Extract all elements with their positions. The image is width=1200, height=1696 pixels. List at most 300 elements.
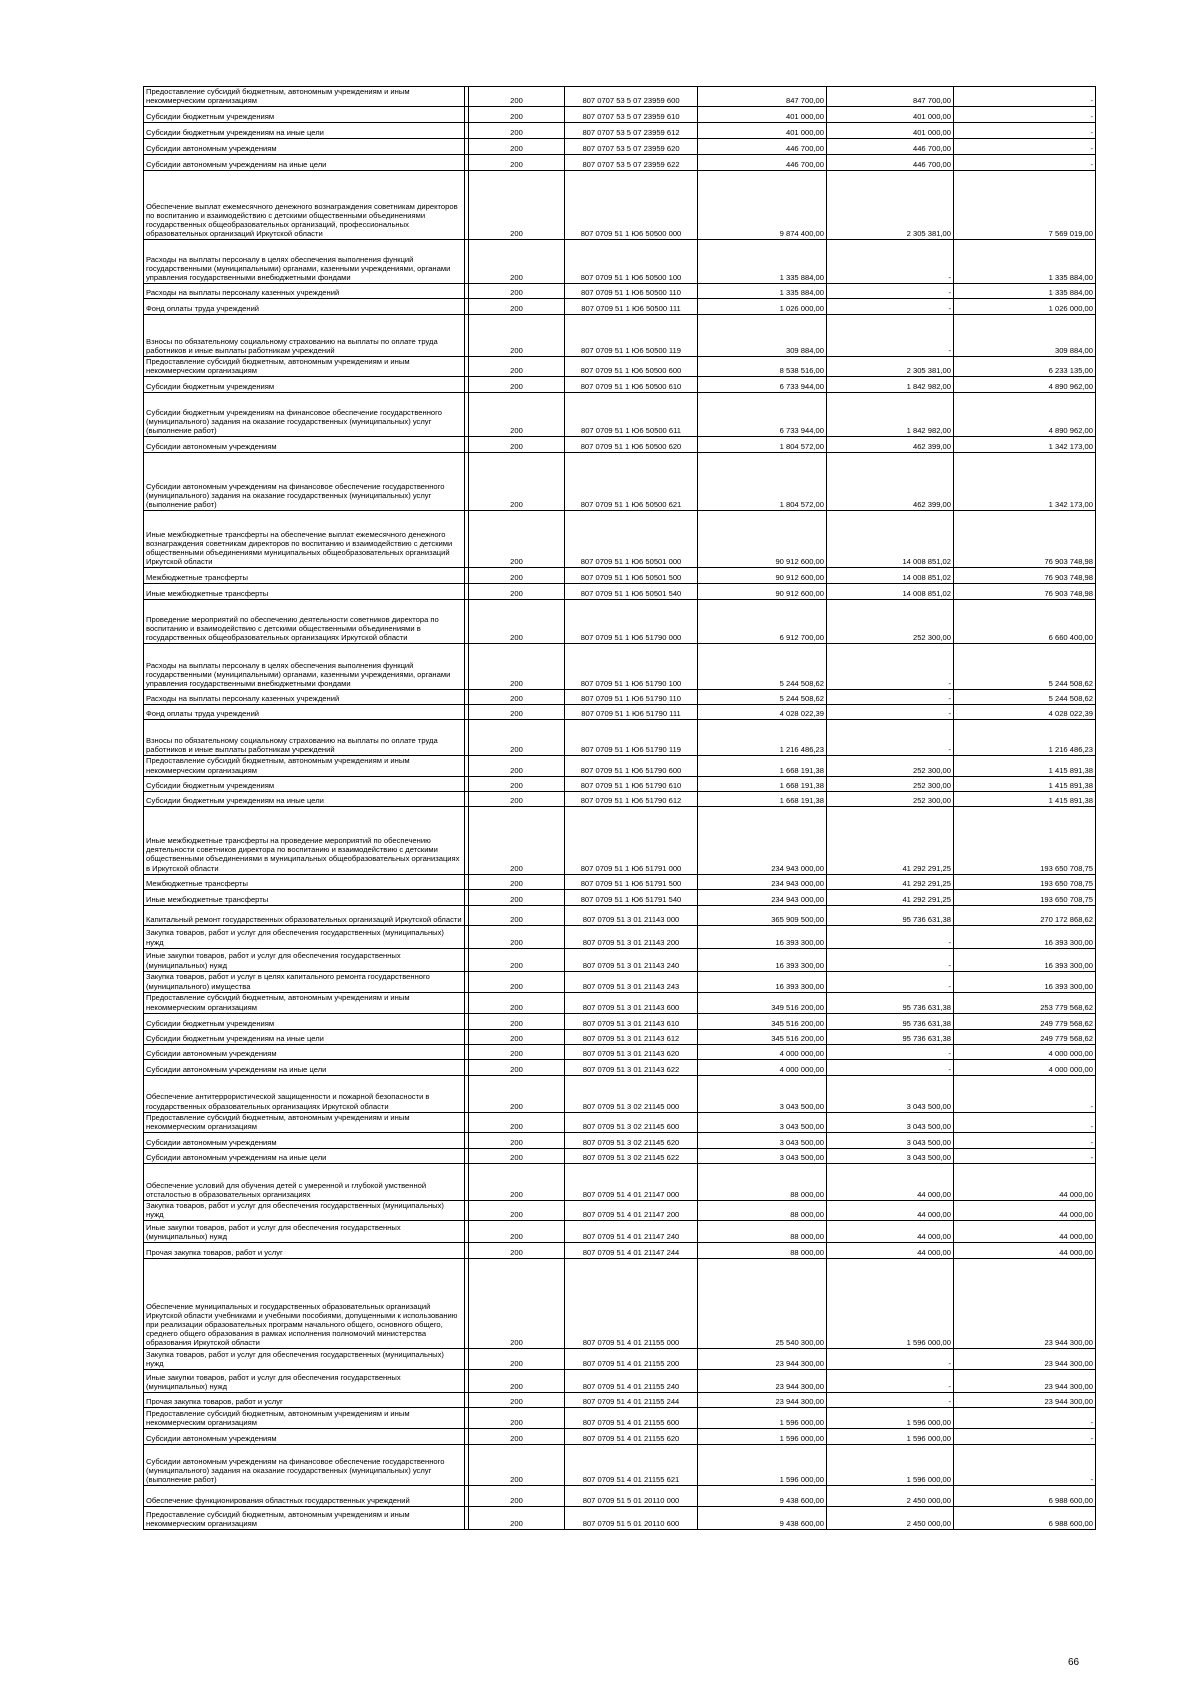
row-rest-cell: 253 779 568,62	[954, 992, 1096, 1013]
row-exec-cell: -	[827, 240, 954, 284]
row-exec-cell: -	[827, 1349, 954, 1370]
row-rest-cell: 44 000,00	[954, 1243, 1096, 1259]
table-row	[144, 992, 1096, 1013]
row-rest-cell: 309 884,00	[954, 315, 1096, 357]
row-kbk-cell: 807 0709 51 4 01 21155 621	[565, 1445, 698, 1486]
row-kbk-cell: 807 0707 53 5 07 23959 600	[565, 87, 698, 107]
row-exec-cell: 252 300,00	[827, 791, 954, 806]
row-plan-cell: 23 944 300,00	[698, 1349, 827, 1370]
row-name-cell: Обеспечение выплат ежемесячного денежного вознаграждения советникам директоров по воспитанию и взаимодействию с детскими общественными объединениями государственных общеобразовательных организаций, профессиональных образовательных организаций Иркутской области	[144, 171, 465, 240]
row-exec-cell: 462 399,00	[827, 453, 954, 511]
row-code-cell: 200	[469, 791, 565, 806]
row-name-cell: Субсидии бюджетным учреждениям на иные цели	[144, 791, 465, 806]
row-rest-cell: 1 216 486,23	[954, 720, 1096, 756]
row-plan-cell: 90 912 600,00	[698, 568, 827, 584]
row-rest-cell: 5 244 508,62	[954, 644, 1096, 690]
table-row	[144, 511, 1096, 568]
row-rest-cell: 76 903 748,98	[954, 584, 1096, 600]
row-name-cell: Предоставление субсидий бюджетным, автономным учреждениям и иным некоммерческим организациям	[144, 992, 465, 1013]
row-kbk-cell: 807 0709 51 1 Ю6 51790 119	[565, 720, 698, 756]
table-row	[144, 1044, 1096, 1059]
row-plan-cell: 1 804 572,00	[698, 437, 827, 453]
row-kbk-cell: 807 0709 51 4 01 21155 600	[565, 1408, 698, 1429]
row-rest-cell: -	[954, 1075, 1096, 1112]
row-exec-cell: 401 000,00	[827, 123, 954, 139]
table-row	[144, 1221, 1096, 1243]
row-name-cell: Межбюджетные трансферты	[144, 568, 465, 584]
row-code-cell: 200	[469, 1013, 565, 1029]
row-kbk-cell: 807 0709 51 4 01 21147 000	[565, 1163, 698, 1200]
row-exec-cell: 95 736 631,38	[827, 1013, 954, 1029]
row-rest-cell: 6 988 600,00	[954, 1486, 1096, 1507]
row-exec-cell: 41 292 291,25	[827, 874, 954, 889]
row-plan-cell: 3 043 500,00	[698, 1112, 827, 1132]
table-row	[144, 1486, 1096, 1507]
table-row	[144, 905, 1096, 925]
row-kbk-cell: 807 0709 51 1 Ю6 50500 611	[565, 393, 698, 437]
row-code-cell: 200	[469, 568, 565, 584]
row-rest-cell: -	[954, 1445, 1096, 1486]
table-row	[144, 806, 1096, 874]
row-exec-cell: 446 700,00	[827, 155, 954, 171]
row-code-cell: 200	[469, 1370, 565, 1393]
row-plan-cell: 3 043 500,00	[698, 1132, 827, 1148]
row-code-cell: 200	[469, 1243, 565, 1259]
row-code-cell: 200	[469, 971, 565, 992]
row-name-cell: Иные закупки товаров, работ и услуг для обеспечения государственных (муниципальных) нужд	[144, 1370, 465, 1393]
row-plan-cell: 1 596 000,00	[698, 1408, 827, 1429]
row-code-cell: 200	[469, 171, 565, 240]
row-plan-cell: 4 000 000,00	[698, 1059, 827, 1075]
row-kbk-cell: 807 0709 51 1 Ю6 51790 110	[565, 690, 698, 705]
row-plan-cell: 234 943 000,00	[698, 806, 827, 874]
row-code-cell: 200	[469, 1112, 565, 1132]
row-kbk-cell: 807 0709 51 1 Ю6 51790 100	[565, 644, 698, 690]
table-row	[144, 377, 1096, 393]
table-row	[144, 1132, 1096, 1148]
row-rest-cell: 4 000 000,00	[954, 1059, 1096, 1075]
row-exec-cell: -	[827, 284, 954, 299]
row-plan-cell: 345 516 200,00	[698, 1029, 827, 1044]
row-kbk-cell: 807 0709 51 3 01 21143 200	[565, 925, 698, 948]
table-row	[144, 948, 1096, 971]
row-plan-cell: 1 668 191,38	[698, 791, 827, 806]
row-code-cell: 200	[469, 690, 565, 705]
row-code-cell: 200	[469, 123, 565, 139]
row-code-cell: 200	[469, 705, 565, 720]
row-exec-cell: -	[827, 1370, 954, 1393]
table-row	[144, 315, 1096, 357]
row-exec-cell: 1 596 000,00	[827, 1445, 954, 1486]
row-code-cell: 200	[469, 1059, 565, 1075]
row-exec-cell: -	[827, 925, 954, 948]
row-exec-cell: 462 399,00	[827, 437, 954, 453]
row-name-cell: Субсидии автономным учреждениям на финансовое обеспечение государственного (муниципального) задания на оказание государственных (муниципальных) услуг (выполнение работ)	[144, 453, 465, 511]
row-name-cell: Предоставление субсидий бюджетным, автономным учреждениям и иным некоммерческим организациям	[144, 87, 465, 107]
row-kbk-cell: 807 0709 51 1 Ю6 50500 110	[565, 284, 698, 299]
row-code-cell: 200	[469, 806, 565, 874]
row-name-cell: Субсидии бюджетным учреждениям на иные цели	[144, 123, 465, 139]
row-rest-cell: -	[954, 139, 1096, 155]
row-name-cell: Фонд оплаты труда учреждений	[144, 299, 465, 315]
table-row	[144, 1349, 1096, 1370]
row-rest-cell: 16 393 300,00	[954, 971, 1096, 992]
row-plan-cell: 88 000,00	[698, 1200, 827, 1220]
row-name-cell: Иные закупки товаров, работ и услуг для обеспечения государственных (муниципальных) нужд	[144, 1221, 465, 1243]
row-name-cell: Предоставление субсидий бюджетным, автономным учреждениям и иным некоммерческим организациям	[144, 1112, 465, 1132]
row-plan-cell: 1 596 000,00	[698, 1445, 827, 1486]
table-row	[144, 393, 1096, 437]
row-rest-cell: -	[954, 87, 1096, 107]
row-rest-cell: 1 415 891,38	[954, 776, 1096, 791]
row-plan-cell: 9 874 400,00	[698, 171, 827, 240]
row-exec-cell: 1 842 982,00	[827, 393, 954, 437]
row-kbk-cell: 807 0709 51 4 01 21155 620	[565, 1429, 698, 1445]
row-kbk-cell: 807 0709 51 3 02 21145 000	[565, 1075, 698, 1112]
row-kbk-cell: 807 0709 51 1 Ю6 50500 600	[565, 357, 698, 377]
row-name-cell: Прочая закупка товаров, работ и услуг	[144, 1393, 465, 1408]
row-kbk-cell: 807 0709 51 4 01 21155 000	[565, 1259, 698, 1349]
row-plan-cell: 1 804 572,00	[698, 453, 827, 511]
table-row	[144, 705, 1096, 720]
row-exec-cell: 3 043 500,00	[827, 1112, 954, 1132]
row-exec-cell: 2 305 381,00	[827, 357, 954, 377]
row-exec-cell: 95 736 631,38	[827, 905, 954, 925]
row-code-cell: 200	[469, 107, 565, 123]
table-row	[144, 600, 1096, 644]
row-kbk-cell: 807 0709 51 4 01 21155 244	[565, 1393, 698, 1408]
table-row	[144, 791, 1096, 806]
row-code-cell: 200	[469, 1507, 565, 1530]
row-plan-cell: 1 335 884,00	[698, 240, 827, 284]
row-exec-cell: 1 596 000,00	[827, 1429, 954, 1445]
row-rest-cell: -	[954, 1112, 1096, 1132]
table-row	[144, 1112, 1096, 1132]
row-name-cell: Субсидии бюджетным учреждениям на иные цели	[144, 1029, 465, 1044]
row-rest-cell: 6 233 135,00	[954, 357, 1096, 377]
row-plan-cell: 16 393 300,00	[698, 971, 827, 992]
row-rest-cell: 1 415 891,38	[954, 791, 1096, 806]
row-code-cell: 200	[469, 1393, 565, 1408]
table-row	[144, 1013, 1096, 1029]
row-kbk-cell: 807 0709 51 3 01 21143 622	[565, 1059, 698, 1075]
row-rest-cell: -	[954, 1148, 1096, 1163]
table-row	[144, 1059, 1096, 1075]
row-rest-cell: 4 000 000,00	[954, 1044, 1096, 1059]
table-row	[144, 139, 1096, 155]
row-code-cell: 200	[469, 240, 565, 284]
row-exec-cell: -	[827, 971, 954, 992]
row-kbk-cell: 807 0709 51 1 Ю6 50501 000	[565, 511, 698, 568]
row-name-cell: Субсидии автономным учреждениям на финансовое обеспечение государственного (муниципального) задания на оказание государственных (муниципальных) услуг (выполнение работ)	[144, 1445, 465, 1486]
row-rest-cell: 23 944 300,00	[954, 1259, 1096, 1349]
row-kbk-cell: 807 0709 51 3 01 21143 612	[565, 1029, 698, 1044]
row-rest-cell: 7 569 019,00	[954, 171, 1096, 240]
row-name-cell: Субсидии автономным учреждениям	[144, 1044, 465, 1059]
row-code-cell: 200	[469, 1163, 565, 1200]
row-name-cell: Субсидии автономным учреждениям	[144, 437, 465, 453]
row-name-cell: Субсидии автономным учреждениям на иные цели	[144, 1059, 465, 1075]
row-name-cell: Субсидии бюджетным учреждениям	[144, 776, 465, 791]
row-name-cell: Иные закупки товаров, работ и услуг для обеспечения государственных (муниципальных) нужд	[144, 948, 465, 971]
row-exec-cell: 2 450 000,00	[827, 1507, 954, 1530]
row-plan-cell: 4 000 000,00	[698, 1044, 827, 1059]
table-row	[144, 284, 1096, 299]
row-name-cell: Закупка товаров, работ и услуг для обеспечения государственных (муниципальных) нужд	[144, 1200, 465, 1220]
table-row	[144, 1148, 1096, 1163]
row-rest-cell: 193 650 708,75	[954, 806, 1096, 874]
row-kbk-cell: 807 0707 53 5 07 23959 622	[565, 155, 698, 171]
row-code-cell: 200	[469, 284, 565, 299]
row-rest-cell: 16 393 300,00	[954, 925, 1096, 948]
row-code-cell: 200	[469, 1044, 565, 1059]
row-code-cell: 200	[469, 925, 565, 948]
row-plan-cell: 234 943 000,00	[698, 889, 827, 905]
row-code-cell: 200	[469, 511, 565, 568]
row-kbk-cell: 807 0709 51 3 02 21145 620	[565, 1132, 698, 1148]
table-row	[144, 171, 1096, 240]
row-name-cell: Взносы по обязательному социальному страхованию на выплаты по оплате труда работников и иные выплаты работникам учреждений	[144, 315, 465, 357]
row-exec-cell: 3 043 500,00	[827, 1132, 954, 1148]
row-plan-cell: 234 943 000,00	[698, 874, 827, 889]
row-name-cell: Субсидии бюджетным учреждениям	[144, 107, 465, 123]
row-kbk-cell: 807 0709 51 1 Ю6 51790 610	[565, 776, 698, 791]
row-plan-cell: 90 912 600,00	[698, 511, 827, 568]
row-exec-cell: 95 736 631,38	[827, 992, 954, 1013]
row-rest-cell: 76 903 748,98	[954, 511, 1096, 568]
row-plan-cell: 345 516 200,00	[698, 1013, 827, 1029]
row-kbk-cell: 807 0709 51 1 Ю6 51790 600	[565, 756, 698, 776]
row-rest-cell: 249 779 568,62	[954, 1013, 1096, 1029]
row-exec-cell: -	[827, 644, 954, 690]
row-exec-cell: 1 842 982,00	[827, 377, 954, 393]
row-exec-cell: -	[827, 1393, 954, 1408]
row-rest-cell: 1 342 173,00	[954, 437, 1096, 453]
row-kbk-cell: 807 0709 51 3 01 21143 000	[565, 905, 698, 925]
row-plan-cell: 1 668 191,38	[698, 756, 827, 776]
row-code-cell: 200	[469, 889, 565, 905]
row-rest-cell: 44 000,00	[954, 1221, 1096, 1243]
table-row	[144, 155, 1096, 171]
row-plan-cell: 1 335 884,00	[698, 284, 827, 299]
row-exec-cell: 44 000,00	[827, 1200, 954, 1220]
row-exec-cell: -	[827, 720, 954, 756]
row-rest-cell: 44 000,00	[954, 1200, 1096, 1220]
row-kbk-cell: 807 0709 51 3 01 21143 243	[565, 971, 698, 992]
row-exec-cell: 252 300,00	[827, 756, 954, 776]
row-kbk-cell: 807 0707 53 5 07 23959 610	[565, 107, 698, 123]
row-code-cell: 200	[469, 756, 565, 776]
row-kbk-cell: 807 0709 51 1 Ю6 50500 111	[565, 299, 698, 315]
row-kbk-cell: 807 0709 51 1 Ю6 50500 100	[565, 240, 698, 284]
row-code-cell: 200	[469, 315, 565, 357]
row-kbk-cell: 807 0709 51 3 01 21143 610	[565, 1013, 698, 1029]
table-row	[144, 776, 1096, 791]
row-plan-cell: 1 596 000,00	[698, 1429, 827, 1445]
row-plan-cell: 88 000,00	[698, 1221, 827, 1243]
row-exec-cell: 2 450 000,00	[827, 1486, 954, 1507]
row-rest-cell: -	[954, 107, 1096, 123]
row-rest-cell: 1 415 891,38	[954, 756, 1096, 776]
row-exec-cell: 95 736 631,38	[827, 1029, 954, 1044]
table-row	[144, 1445, 1096, 1486]
row-exec-cell: 14 008 851,02	[827, 584, 954, 600]
row-name-cell: Субсидии бюджетным учреждениям	[144, 1013, 465, 1029]
row-name-cell: Иные межбюджетные трансферты	[144, 584, 465, 600]
row-exec-cell: 41 292 291,25	[827, 889, 954, 905]
table-row	[144, 437, 1096, 453]
row-plan-cell: 88 000,00	[698, 1163, 827, 1200]
row-plan-cell: 309 884,00	[698, 315, 827, 357]
row-kbk-cell: 807 0709 51 1 Ю6 50501 500	[565, 568, 698, 584]
row-code-cell: 200	[469, 600, 565, 644]
row-plan-cell: 9 438 600,00	[698, 1507, 827, 1530]
row-plan-cell: 401 000,00	[698, 107, 827, 123]
table-row	[144, 1507, 1096, 1530]
table-row	[144, 971, 1096, 992]
row-exec-cell: -	[827, 948, 954, 971]
row-exec-cell: 44 000,00	[827, 1163, 954, 1200]
row-plan-cell: 6 912 700,00	[698, 600, 827, 644]
row-name-cell: Предоставление субсидий бюджетным, автономным учреждениям и иным некоммерческим организациям	[144, 756, 465, 776]
table-row	[144, 1029, 1096, 1044]
row-code-cell: 200	[469, 992, 565, 1013]
row-code-cell: 200	[469, 720, 565, 756]
row-plan-cell: 446 700,00	[698, 139, 827, 155]
table-row	[144, 299, 1096, 315]
row-exec-cell: -	[827, 299, 954, 315]
table-row	[144, 1370, 1096, 1393]
row-rest-cell: 1 342 173,00	[954, 453, 1096, 511]
table-row	[144, 1075, 1096, 1112]
row-code-cell: 200	[469, 1148, 565, 1163]
row-code-cell: 200	[469, 1429, 565, 1445]
row-code-cell: 200	[469, 644, 565, 690]
row-exec-cell: 1 596 000,00	[827, 1259, 954, 1349]
row-name-cell: Прочая закупка товаров, работ и услуг	[144, 1243, 465, 1259]
row-plan-cell: 6 733 944,00	[698, 377, 827, 393]
row-exec-cell: 3 043 500,00	[827, 1148, 954, 1163]
row-exec-cell: 41 292 291,25	[827, 806, 954, 874]
row-exec-cell: -	[827, 1059, 954, 1075]
row-name-cell: Закупка товаров, работ и услуг для обеспечения государственных (муниципальных) нужд	[144, 1349, 465, 1370]
table-row	[144, 1200, 1096, 1220]
row-name-cell: Фонд оплаты труда учреждений	[144, 705, 465, 720]
row-kbk-cell: 807 0709 51 1 Ю6 51790 612	[565, 791, 698, 806]
table-row	[144, 123, 1096, 139]
row-name-cell: Субсидии автономным учреждениям	[144, 1132, 465, 1148]
row-plan-cell: 6 733 944,00	[698, 393, 827, 437]
row-plan-cell: 90 912 600,00	[698, 584, 827, 600]
row-plan-cell: 349 516 200,00	[698, 992, 827, 1013]
table-row	[144, 1163, 1096, 1200]
row-exec-cell: 446 700,00	[827, 139, 954, 155]
row-code-cell: 200	[469, 155, 565, 171]
row-plan-cell: 1 216 486,23	[698, 720, 827, 756]
row-name-cell: Расходы на выплаты персоналу казенных учреждений	[144, 690, 465, 705]
row-exec-cell: 14 008 851,02	[827, 511, 954, 568]
row-name-cell: Расходы на выплаты персоналу в целях обеспечения выполнения функций государственными (муниципальными) органами, казенными учреждениями, органами управления государственными внебюджетными фондами	[144, 644, 465, 690]
row-name-cell: Иные межбюджетные трансферты на обеспечение выплат ежемесячного денежного вознаграждения советникам директоров по воспитанию и взаимодействию с детскими общественными объединениями муниципальных общеобразовательных организаций Иркутской области	[144, 511, 465, 568]
row-exec-cell: 252 300,00	[827, 600, 954, 644]
table-row	[144, 240, 1096, 284]
row-exec-cell: 252 300,00	[827, 776, 954, 791]
row-code-cell: 200	[469, 874, 565, 889]
table-row	[144, 720, 1096, 756]
row-plan-cell: 847 700,00	[698, 87, 827, 107]
table-row	[144, 889, 1096, 905]
row-exec-cell: -	[827, 1044, 954, 1059]
row-kbk-cell: 807 0709 51 3 01 21143 620	[565, 1044, 698, 1059]
row-kbk-cell: 807 0709 51 1 Ю6 51790 111	[565, 705, 698, 720]
row-plan-cell: 3 043 500,00	[698, 1148, 827, 1163]
row-kbk-cell: 807 0709 51 1 Ю6 50500 620	[565, 437, 698, 453]
row-name-cell: Предоставление субсидий бюджетным, автономным учреждениям и иным некоммерческим организациям	[144, 1507, 465, 1530]
row-rest-cell: 4 890 962,00	[954, 377, 1096, 393]
row-plan-cell: 365 909 500,00	[698, 905, 827, 925]
row-name-cell: Иные межбюджетные трансферты на проведение мероприятий по обеспечению деятельности советников директора по воспитанию и взаимодействию с детскими общественными объединениями в муниципальных общеобразовательных организациях в Иркутской области	[144, 806, 465, 874]
row-exec-cell: 401 000,00	[827, 107, 954, 123]
row-rest-cell: -	[954, 155, 1096, 171]
row-name-cell: Иные межбюджетные трансферты	[144, 889, 465, 905]
row-plan-cell: 23 944 300,00	[698, 1370, 827, 1393]
row-plan-cell: 1 026 000,00	[698, 299, 827, 315]
row-code-cell: 200	[469, 1075, 565, 1112]
row-name-cell: Субсидии автономным учреждениям	[144, 1429, 465, 1445]
table-row	[144, 756, 1096, 776]
row-name-cell: Обеспечение условий для обучения детей с умеренной и глубокой умственной отсталостью в образовательных организациях	[144, 1163, 465, 1200]
row-rest-cell: 76 903 748,98	[954, 568, 1096, 584]
row-rest-cell: 6 988 600,00	[954, 1507, 1096, 1530]
row-rest-cell: 44 000,00	[954, 1163, 1096, 1200]
row-name-cell: Проведение мероприятий по обеспечению деятельности советников директора по воспитанию и взаимодействию с детскими общественными объединениями в государственных общеобразовательных организациях Иркутской области	[144, 600, 465, 644]
row-kbk-cell: 807 0707 53 5 07 23959 620	[565, 139, 698, 155]
row-plan-cell: 446 700,00	[698, 155, 827, 171]
row-plan-cell: 8 538 516,00	[698, 357, 827, 377]
row-name-cell: Субсидии автономным учреждениям на иные цели	[144, 155, 465, 171]
row-rest-cell: -	[954, 1408, 1096, 1429]
row-rest-cell: -	[954, 123, 1096, 139]
row-kbk-cell: 807 0709 51 1 Ю6 50500 119	[565, 315, 698, 357]
table-row	[144, 453, 1096, 511]
table-row	[144, 1393, 1096, 1408]
row-kbk-cell: 807 0709 51 3 02 21145 622	[565, 1148, 698, 1163]
row-exec-cell: -	[827, 705, 954, 720]
row-code-cell: 200	[469, 87, 565, 107]
row-name-cell: Обеспечение антитеррористической защищенности и пожарной безопасности в государственных образовательных организациях Иркутской области	[144, 1075, 465, 1112]
row-name-cell: Взносы по обязательному социальному страхованию на выплаты по оплате труда работников и иные выплаты работникам учреждений	[144, 720, 465, 756]
row-kbk-cell: 807 0707 53 5 07 23959 612	[565, 123, 698, 139]
row-kbk-cell: 807 0709 51 1 Ю6 51791 500	[565, 874, 698, 889]
row-exec-cell: -	[827, 315, 954, 357]
row-rest-cell: 249 779 568,62	[954, 1029, 1096, 1044]
row-name-cell: Субсидии бюджетным учреждениям на финансовое обеспечение государственного (муниципального) задания на оказание государственных (муниципальных) услуг (выполнение работ)	[144, 393, 465, 437]
row-kbk-cell: 807 0709 51 4 01 21147 240	[565, 1221, 698, 1243]
row-plan-cell: 1 668 191,38	[698, 776, 827, 791]
row-kbk-cell: 807 0709 51 1 Ю6 51791 540	[565, 889, 698, 905]
row-plan-cell: 401 000,00	[698, 123, 827, 139]
row-name-cell: Субсидии бюджетным учреждениям	[144, 377, 465, 393]
row-kbk-cell: 807 0709 51 3 01 21143 600	[565, 992, 698, 1013]
row-plan-cell: 5 244 508,62	[698, 690, 827, 705]
row-name-cell: Предоставление субсидий бюджетным, автономным учреждениям и иным некоммерческим организациям	[144, 357, 465, 377]
row-kbk-cell: 807 0709 51 5 01 20110 000	[565, 1486, 698, 1507]
row-exec-cell: 14 008 851,02	[827, 568, 954, 584]
row-kbk-cell: 807 0709 51 3 02 21145 600	[565, 1112, 698, 1132]
row-rest-cell: 1 335 884,00	[954, 240, 1096, 284]
row-kbk-cell: 807 0709 51 4 01 21147 244	[565, 1243, 698, 1259]
row-rest-cell: -	[954, 1429, 1096, 1445]
